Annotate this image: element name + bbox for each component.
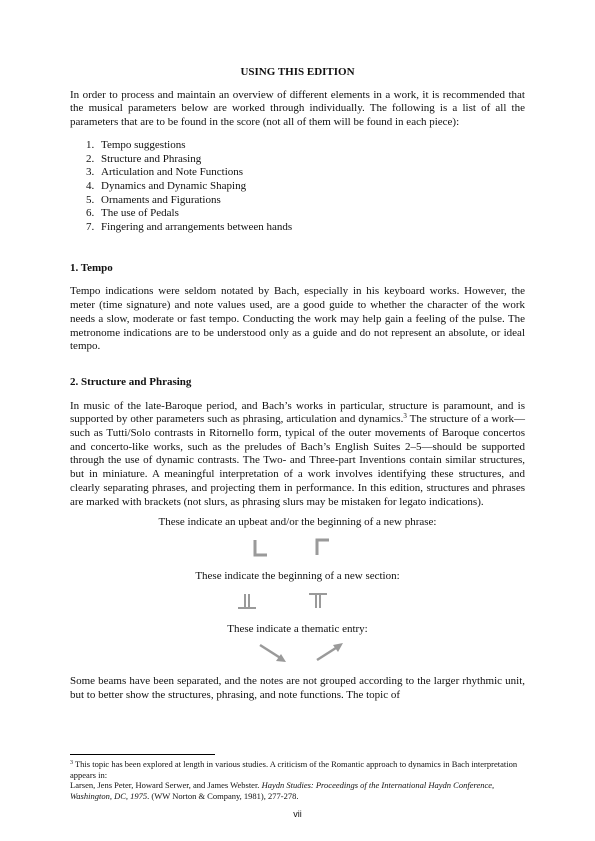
structure-text-b: The structure of a work—such as Tutti/Solo contrasts in Ritornello form, typical of the outer movements of Baroque concertos and concerto-like works, such as the preludes of Bach’s English Suites 2–5—should be supported through the use of dynamic contrasts. The Two- and Three-part Inventions contain similar structures, but in miniature. A meaningful interpretation of a work involves identifying these structures, and clearly separating phrases, and projecting them in performance. In this edition, structures and phrases are marked with brackets (not slurs, as phrasing slurs may be mistaken for legato indications). bbox=[70, 413, 526, 508]
citation-title: Haydn Studies: Proceedings of the International Haydn Conference, Washington, DC, 1975 bbox=[70, 780, 495, 801]
section-start-bracket-icon bbox=[238, 594, 256, 608]
section-bracket-icons bbox=[70, 587, 525, 617]
phrase-bracket-row bbox=[70, 534, 525, 564]
list-item: 5. Ornaments and Figurations bbox=[97, 194, 525, 208]
intro-paragraph: In order to process and maintain an overview of different elements in a work, it is recommended that the musical parameters below are worked through individually. The following is a list of all the parameters that are to be found in the score (not all of them will be found in each piece): bbox=[70, 88, 525, 129]
footnote-ref[interactable]: 3 bbox=[403, 412, 407, 421]
section-bracket-row bbox=[70, 587, 525, 617]
section-heading-structure: 2. Structure and Phrasing bbox=[70, 375, 192, 388]
list-item: 2. Structure and Phrasing bbox=[97, 153, 525, 167]
arrow-down-right-icon bbox=[260, 645, 286, 662]
phrase-bracket-icons bbox=[70, 534, 525, 564]
list-item: 3. Articulation and Note Functions bbox=[97, 166, 525, 180]
phrase-end-bracket-icon bbox=[317, 540, 329, 555]
page-number: vii bbox=[293, 809, 302, 819]
tempo-paragraph: Tempo indications were seldom notated by Bach, especially in his keyboard works. However, the meter (time signature) and note values used, are a good guide to whether the character of the work needs a slow, moderate or fast tempo. Conducting the work may help gain a feeling of the pulse. The metronome indications are to be understood only as a guide and do not represent an absolute, or ideal tempo. bbox=[70, 285, 525, 353]
citation-authors: Larsen, Jens Peter, Howard Serwer, and James Webster. bbox=[70, 780, 262, 790]
list-item: 6. The use of Pedals bbox=[97, 207, 525, 221]
caption-section: These indicate the beginning of a new section: bbox=[195, 569, 400, 582]
footnote bbox=[70, 759, 525, 801]
section-heading-tempo: 1. Tempo bbox=[70, 261, 113, 274]
footnote-divider bbox=[70, 754, 215, 755]
list-item: 1. Tempo suggestions bbox=[97, 139, 525, 153]
arrow-up-right-icon bbox=[317, 643, 343, 660]
parameter-list bbox=[70, 139, 525, 235]
citation-publication: . (WW Norton & Company, 1981), 277-278. bbox=[147, 790, 299, 801]
thematic-arrow-row bbox=[70, 639, 525, 671]
footnote-text: This topic has been explored at length in various studies. A criticism of the Romantic approach to dynamics in Bach interpretation appears in: bbox=[70, 759, 518, 780]
page-body bbox=[70, 66, 525, 703]
list-item: 4. Dynamics and Dynamic Shaping bbox=[97, 180, 525, 194]
caption-thematic: These indicate a thematic entry: bbox=[227, 622, 368, 635]
page-title: USING THIS EDITION bbox=[240, 66, 355, 78]
structure-text-a: In music of the late-Baroque period, and Bach’s works in particular, structure is paramount, and is supported by other parameters such as phrasing, articulation and dynamics. bbox=[70, 399, 525, 426]
list-item: 7. Fingering and arrangements between hands bbox=[97, 221, 525, 235]
thematic-arrow-icons bbox=[70, 639, 525, 671]
section-end-bracket-icon bbox=[309, 594, 327, 608]
structure-paragraph bbox=[70, 400, 525, 510]
phrase-start-bracket-icon bbox=[255, 540, 267, 555]
continuation-paragraph: Some beams have been separated, and the notes are not grouped according to the larger rhythmic unit, but to better show the structures, phrasing, and note functions. The topic of bbox=[70, 675, 525, 702]
footnote-number: 3 bbox=[70, 760, 73, 766]
caption-phrase: These indicate an upbeat and/or the beginning of a new phrase: bbox=[158, 516, 437, 529]
